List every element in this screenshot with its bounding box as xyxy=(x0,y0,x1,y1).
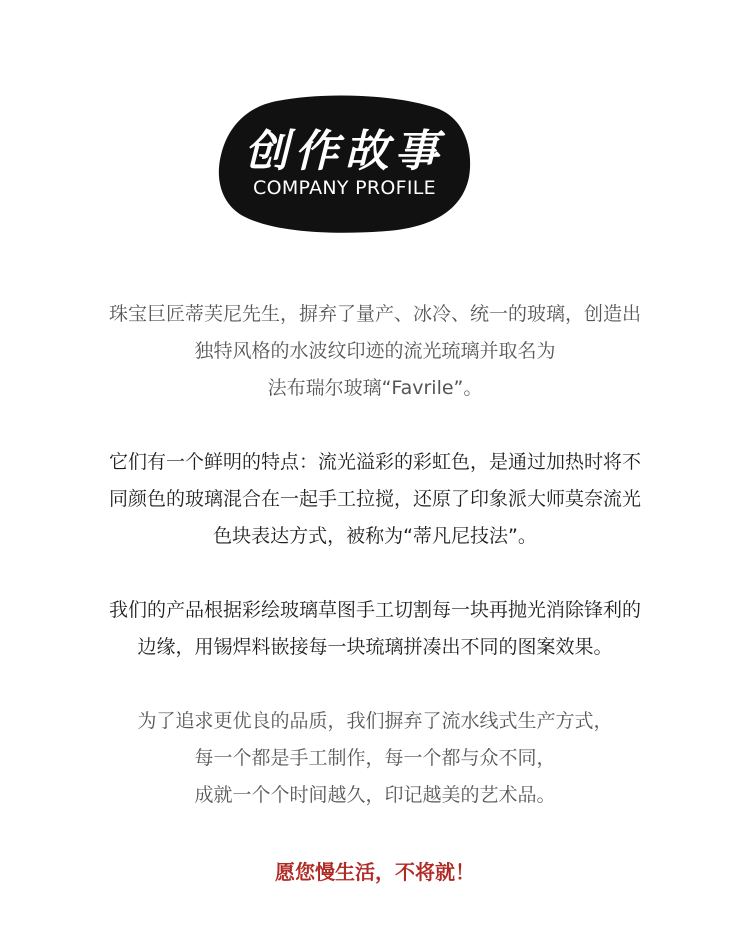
paragraph-line: 它们有一个鲜明的特点：流光溢彩的彩虹色，是通过加热时将不 xyxy=(108,451,641,473)
paragraph-intro xyxy=(0,296,750,407)
title-badge xyxy=(217,95,472,233)
paragraph-quality xyxy=(0,703,750,814)
page-title: 创作故事 xyxy=(244,126,445,177)
paragraph-line: 每一个都是手工制作，每一个都与众不同， xyxy=(194,747,556,769)
paragraph-features xyxy=(0,444,750,555)
paragraph-line: 独特风格的水波纹印迹的流光琉璃并取名为 xyxy=(194,340,556,362)
paragraph-line: 色块表达方式，被称为“蒂凡尼技法”。 xyxy=(213,525,537,547)
paragraph-line: 珠宝巨匠蒂芙尼先生，摒弃了量产、冰冷、统一的玻璃，创造出 xyxy=(108,303,641,325)
paragraph-line: 同颜色的玻璃混合在一起手工拉搅，还原了印象派大师莫奈流光 xyxy=(108,488,641,510)
slogan: 愿您慢生活，不将就！ xyxy=(275,860,475,884)
paragraph-line: 边缘，用锡焊料嵌接每一块琉璃拼凑出不同的图案效果。 xyxy=(137,636,613,658)
paragraph-process xyxy=(0,592,750,666)
paragraph-line: 我们的产品根据彩绘玻璃草图手工切割每一块再抛光消除锋利的 xyxy=(108,599,641,621)
page-subtitle: COMPANY PROFILE xyxy=(253,177,436,199)
paragraph-line: 成就一个个时间越久，印记越美的艺术品。 xyxy=(194,784,556,806)
paragraph-line: 为了追求更优良的品质，我们摒弃了流水线式生产方式， xyxy=(137,710,613,732)
paragraph-line: 法布瑞尔玻璃“Favrile”。 xyxy=(267,377,483,399)
